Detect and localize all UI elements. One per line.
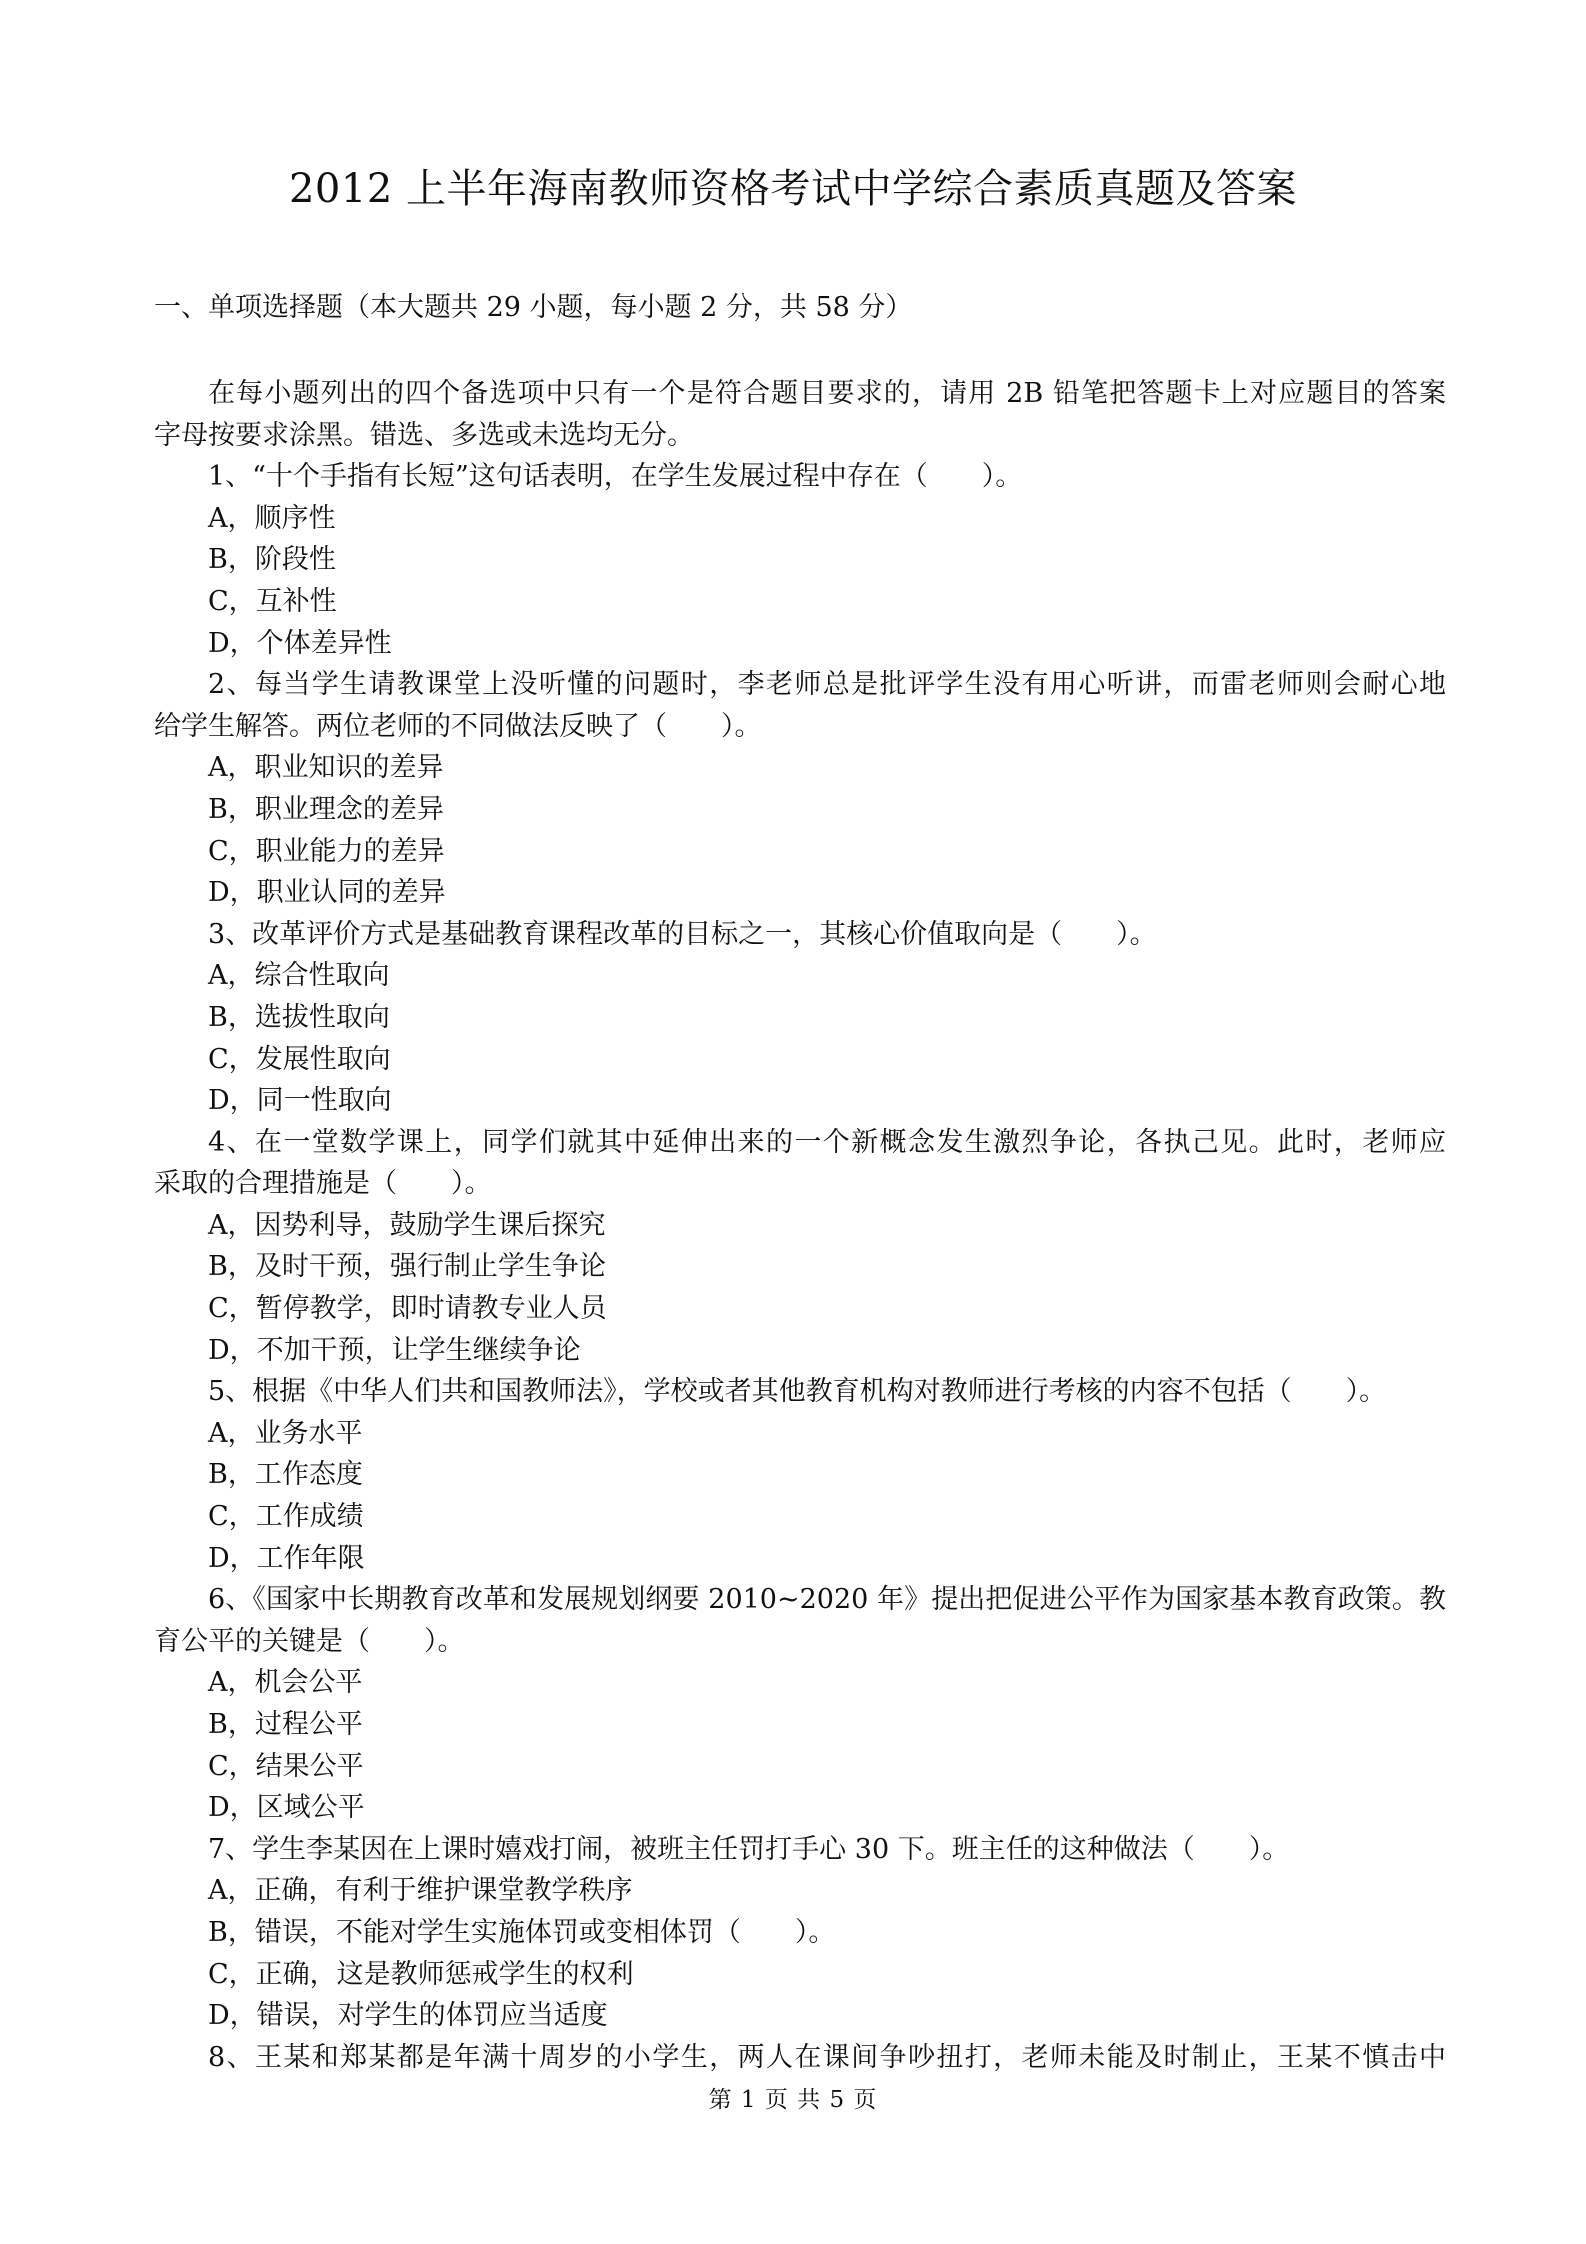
answer-option: A，正确，有利于维护课堂教学秩序 bbox=[208, 1875, 633, 1907]
answer-option: C，暂停教学，即时请教专业人员 bbox=[208, 1293, 607, 1325]
question-2 bbox=[154, 664, 1446, 914]
answer-option: B，及时干预，强行制止学生争论 bbox=[208, 1251, 606, 1283]
document-title: 2012 上半年海南教师资格考试中学综合素质真题及答案 bbox=[288, 166, 1297, 212]
answer-option: B，错误，不能对学生实施体罚或变相体罚（ ）。 bbox=[208, 1916, 836, 1948]
question-stem: 4、在一堂数学课上，同学们就其中延伸出来的一个新概念发生激烈争论，各执己见。此时，老师应 bbox=[208, 1126, 1446, 1158]
question-stem: 2、每当学生请教课堂上没听懂的问题时，李老师总是批评学生没有用心听讲，而雷老师则会耐心地 bbox=[208, 669, 1446, 701]
answer-option: C，互补性 bbox=[208, 585, 337, 617]
answer-option: A，业务水平 bbox=[208, 1417, 363, 1449]
question-3 bbox=[154, 914, 1446, 1122]
answer-option: D，工作年限 bbox=[208, 1542, 365, 1574]
answer-option: A，机会公平 bbox=[208, 1667, 363, 1699]
answer-option: B，工作态度 bbox=[208, 1459, 363, 1491]
question-stem: 1、“十个手指有长短”这句话表明，在学生发展过程中存在（ ）。 bbox=[208, 461, 1023, 493]
page-number-footer: 第 1 页 共 5 页 bbox=[708, 2087, 878, 2113]
question-stem: 3、改革评价方式是基础教育课程改革的目标之一，其核心价值取向是（ ）。 bbox=[208, 918, 1157, 950]
question-1 bbox=[154, 456, 1446, 664]
question-stem: 给学生解答。两位老师的不同做法反映了（ ）。 bbox=[154, 710, 762, 742]
answer-option: D，职业认同的差异 bbox=[208, 877, 446, 909]
answer-option: A，顺序性 bbox=[208, 502, 336, 534]
answer-option: C，正确，这是教师惩戒学生的权利 bbox=[208, 1958, 634, 1990]
question-6 bbox=[154, 1579, 1446, 1829]
answer-option: B，选拔性取向 bbox=[208, 1001, 390, 1033]
document-body bbox=[154, 373, 1446, 2078]
answer-option: A，因势利导，鼓励学生课后探究 bbox=[208, 1209, 606, 1241]
question-stem: 7、学生李某因在上课时嬉戏打闹，被班主任罚打手心 30 下。班主任的这种做法（ ）。 bbox=[208, 1833, 1290, 1865]
question-4 bbox=[154, 1122, 1446, 1372]
answer-option: B，职业理念的差异 bbox=[208, 793, 444, 825]
answer-option: C，结果公平 bbox=[208, 1750, 364, 1782]
answer-option: B，过程公平 bbox=[208, 1709, 363, 1740]
answer-option: D，个体差异性 bbox=[208, 627, 392, 659]
answer-option: D，区域公平 bbox=[208, 1792, 365, 1824]
question-stem: 5、根据《中华人们共和国教师法》，学校或者其他教育机构对教师进行考核的内容不包括（ ）。 bbox=[208, 1376, 1387, 1408]
question-stem: 6、《国家中长期教育改革和发展规划纲要 2010~2020 年》提出把促进公平作为国家基本教育政策。教 bbox=[208, 1584, 1446, 1616]
answer-option: C，职业能力的差异 bbox=[208, 835, 445, 867]
answer-option: A，职业知识的差异 bbox=[208, 752, 444, 784]
question-7 bbox=[154, 1829, 1446, 2037]
instruction-line: 字母按要求涂黑。错选、多选或未选均无分。 bbox=[154, 419, 694, 451]
question-stem: 采取的合理措施是（ ）。 bbox=[154, 1168, 492, 1200]
answer-option: C，工作成绩 bbox=[208, 1501, 364, 1533]
question-8 bbox=[154, 2037, 1446, 2079]
answer-option: A，综合性取向 bbox=[208, 960, 390, 992]
answer-option: D，同一性取向 bbox=[208, 1085, 392, 1117]
answer-option: D，不加干预，让学生继续争论 bbox=[208, 1334, 581, 1366]
answer-option: C，发展性取向 bbox=[208, 1043, 391, 1075]
section-heading: 一、单项选择题（本大题共 29 小题，每小题 2 分，共 58 分） bbox=[154, 292, 913, 323]
question-stem: 8、王某和郑某都是年满十周岁的小学生，两人在课间争吵扭打，老师未能及时制止，王某不慎击中 bbox=[208, 2041, 1446, 2073]
answer-option: B，阶段性 bbox=[208, 544, 336, 576]
question-5 bbox=[154, 1371, 1446, 1579]
answer-option: D，错误，对学生的体罚应当适度 bbox=[208, 2000, 608, 2032]
instruction-line: 在每小题列出的四个备选项中只有一个是符合题目要求的，请用 2B 铅笔把答题卡上对应题目的答案 bbox=[208, 378, 1446, 409]
question-stem: 育公平的关键是（ ）。 bbox=[154, 1625, 465, 1657]
